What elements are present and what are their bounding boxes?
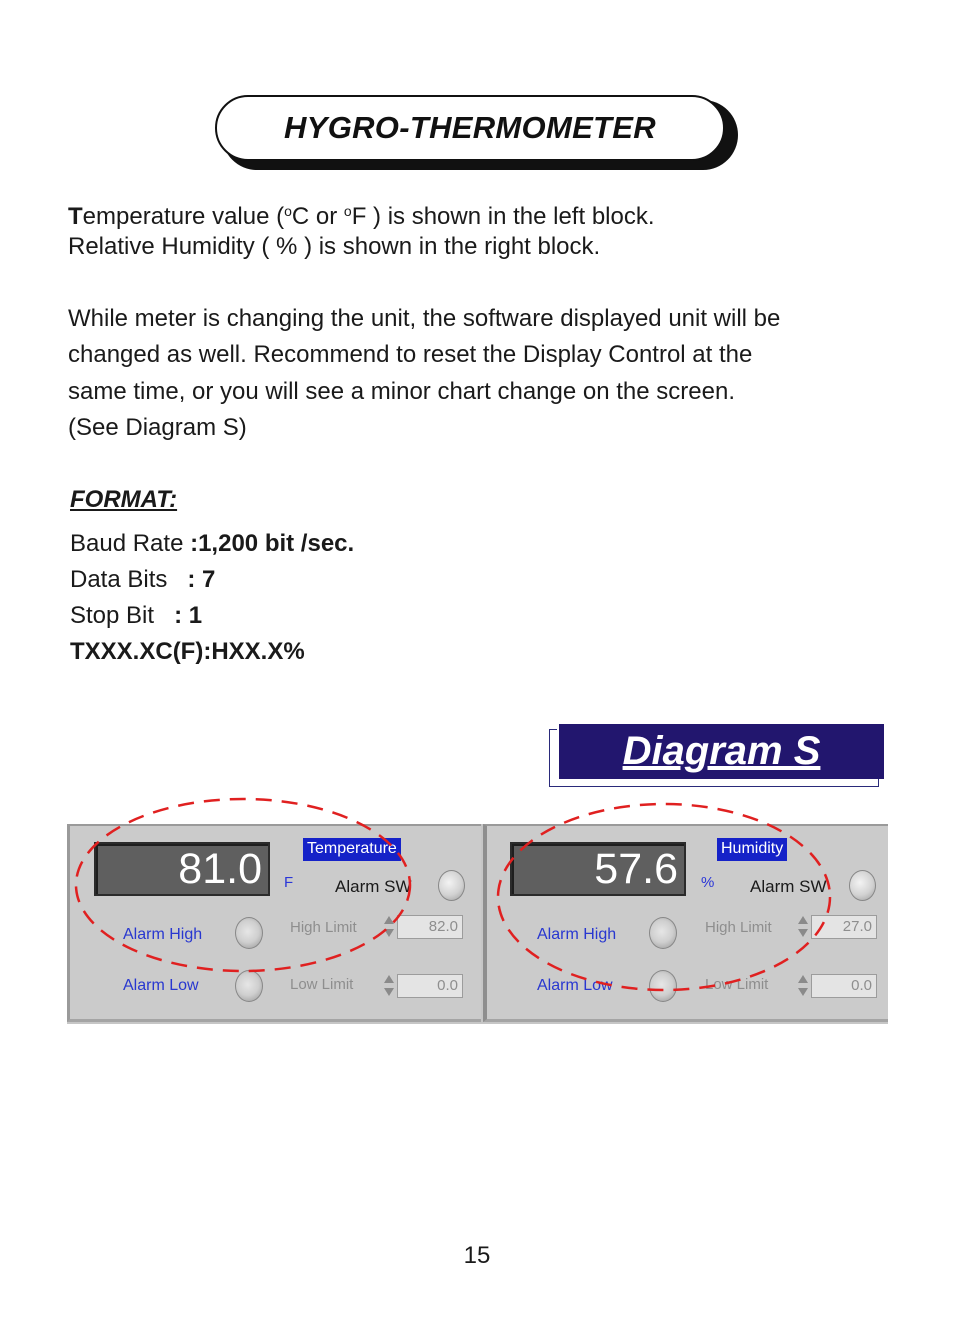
humidity-alarm-switch-knob[interactable] — [849, 870, 876, 901]
format-frame: TXXX.XC(F):HXX.X% — [70, 638, 305, 665]
temperature-display: 81.0 — [94, 842, 270, 896]
format-baud-rate: Baud Rate :1,200 bit /sec. — [70, 530, 355, 557]
temperature-alarm-high-led — [235, 917, 263, 949]
temperature-alarm-sw-label: Alarm SW — [335, 877, 412, 896]
intro-line-1: Temperature value ($^o$C or $^o$F ) is shown in the left block. — [68, 203, 655, 230]
humidity-low-limit-stepper[interactable] — [796, 974, 810, 998]
software-panel — [67, 824, 888, 1024]
header-pill — [215, 95, 725, 161]
diagram-label — [557, 722, 884, 779]
humidity-low-limit-field[interactable]: 0.0 — [811, 974, 877, 998]
page-title: HYGRO-THERMOMETER — [284, 110, 656, 145]
body-line-2: changed as well. Recommend to reset the Display Control at the — [68, 341, 753, 368]
humidity-unit: % — [701, 874, 715, 891]
humidity-alarm-low-label: Alarm Low — [537, 977, 613, 994]
temperature-unit: F — [284, 874, 294, 891]
temperature-low-limit-label: Low Limit — [290, 976, 354, 993]
temperature-high-limit-stepper[interactable] — [382, 915, 396, 939]
temperature-high-limit-field[interactable]: 82.0 — [397, 915, 463, 939]
temperature-alarm-switch-knob[interactable] — [438, 870, 465, 901]
humidity-panel — [483, 824, 888, 1022]
body-line-3: same time, or you will see a minor chart change on the screen. — [68, 378, 735, 405]
humidity-tag: Humidity — [717, 838, 787, 861]
humidity-high-limit-label: High Limit — [705, 919, 772, 936]
humidity-high-limit-field[interactable]: 27.0 — [811, 915, 877, 939]
diagram-title: Diagram S — [622, 729, 821, 773]
temperature-alarm-low-label: Alarm Low — [123, 977, 199, 994]
format-title: FORMAT: — [70, 486, 178, 513]
temperature-alarm-low-led — [235, 970, 263, 1002]
format-data-bits: Data Bits : 7 — [70, 566, 216, 593]
humidity-low-limit-label: Low Limit — [705, 976, 769, 993]
body-line-4: (See Diagram S) — [68, 414, 247, 441]
temperature-low-limit-stepper[interactable] — [382, 974, 396, 998]
body-line-1: While meter is changing the unit, the software displayed unit will be — [68, 305, 781, 332]
temperature-high-limit-label: High Limit — [290, 919, 357, 936]
temperature-tag: Temperature — [303, 838, 401, 861]
humidity-alarm-sw-label: Alarm SW — [750, 877, 827, 896]
humidity-high-limit-stepper[interactable] — [796, 915, 810, 939]
humidity-alarm-high-led — [649, 917, 677, 949]
temperature-panel — [67, 824, 481, 1022]
format-stop-bit: Stop Bit : 1 — [70, 602, 203, 629]
temperature-low-limit-field[interactable]: 0.0 — [397, 974, 463, 998]
humidity-alarm-low-led — [649, 970, 677, 1002]
page-number: 15 — [463, 1242, 491, 1269]
temperature-alarm-high-label: Alarm High — [123, 926, 203, 943]
humidity-display: 57.6 — [510, 842, 686, 896]
humidity-alarm-high-label: Alarm High — [537, 926, 617, 943]
intro-line-2: Relative Humidity ( % ) is shown in the right block. — [68, 233, 601, 260]
